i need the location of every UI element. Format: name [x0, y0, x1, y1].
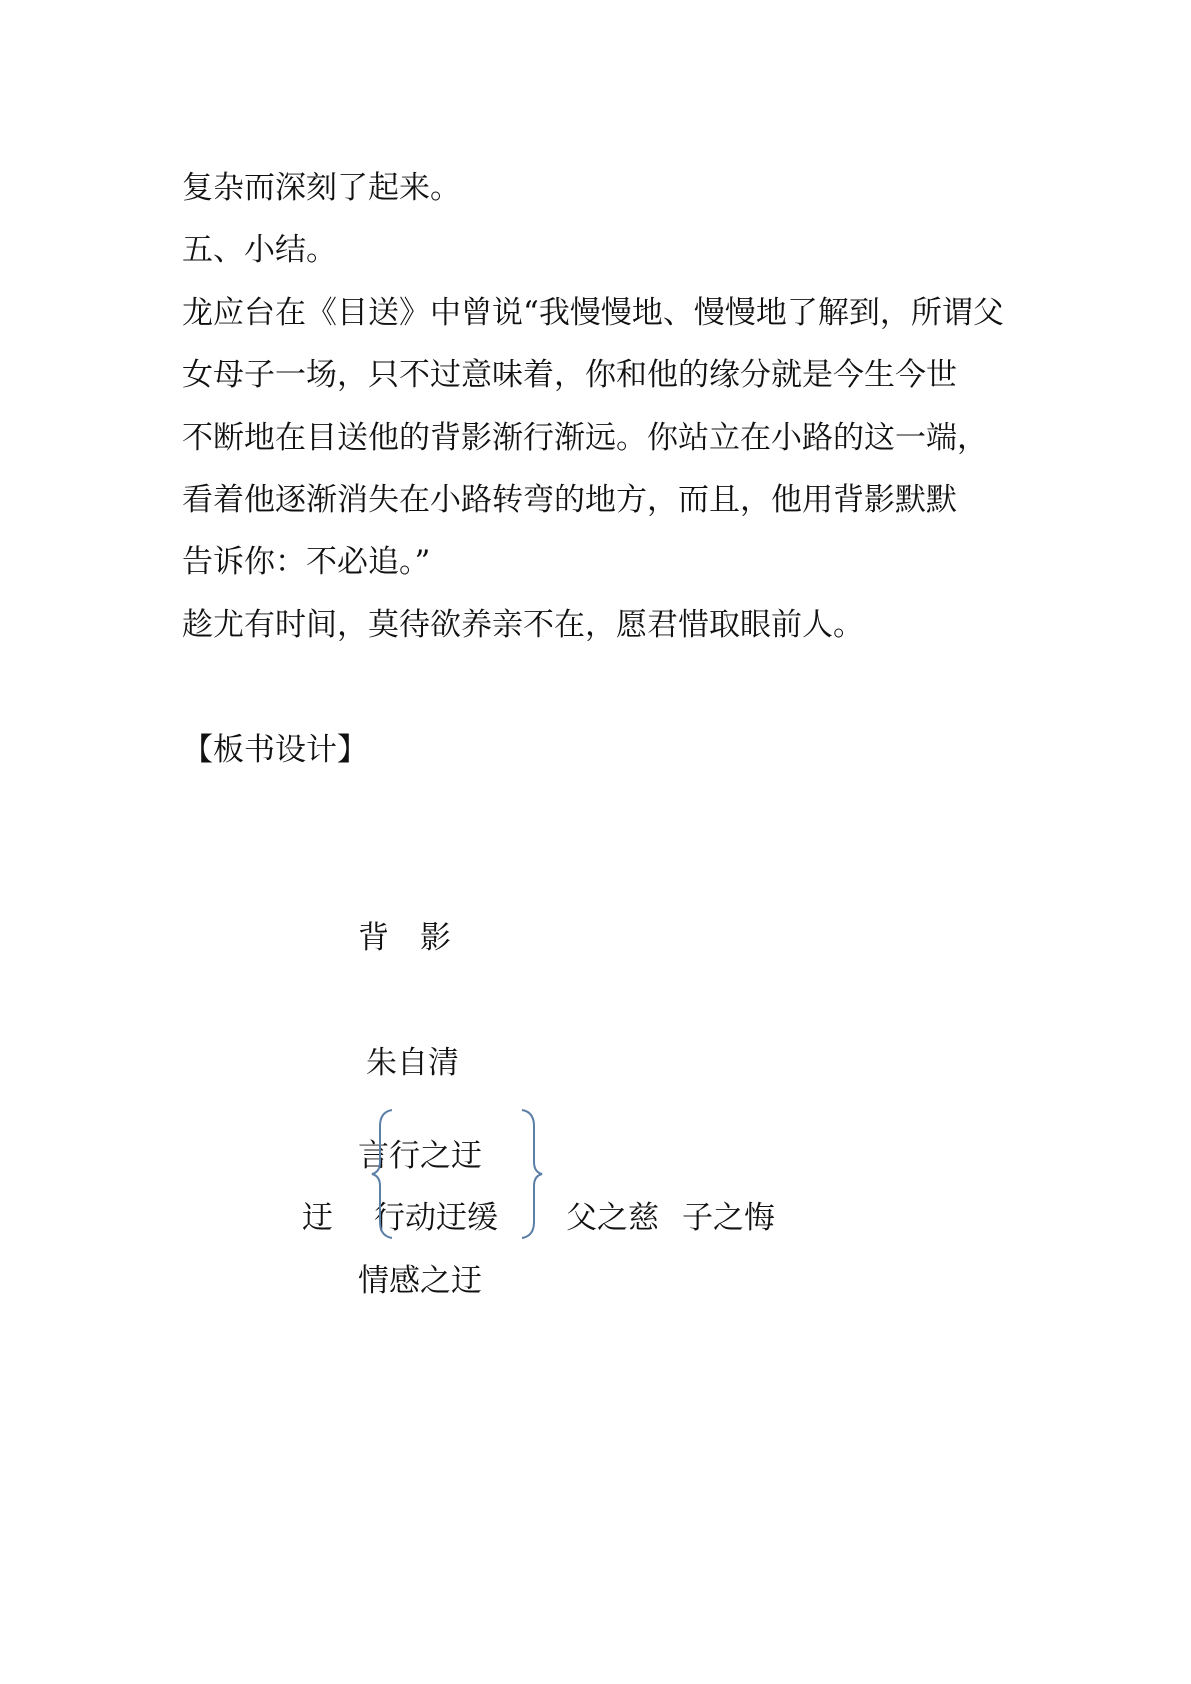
paragraph-line: 女母子一场，只不过意味着，你和他的缘分就是今生今世 [182, 357, 957, 393]
right-brace-icon [522, 1110, 542, 1238]
board-author: 朱自清 [366, 1045, 459, 1081]
board-left-char: 迂 [302, 1200, 333, 1236]
section-heading: 五、小结。 [182, 232, 337, 268]
board-heading: 【板书设计】 [182, 732, 368, 768]
left-brace-icon [372, 1110, 392, 1238]
board-item-3: 情感之迂 [358, 1263, 482, 1299]
paragraph-line: 复杂而深刻了起来。 [182, 170, 461, 206]
paragraph-line: 趁尤有时间，莫待欲养亲不在，愿君惜取眼前人。 [182, 607, 864, 643]
paragraph-line: 不断地在目送他的背影渐行渐远。你站立在小路的这一端， [182, 420, 988, 456]
board-item-1: 言行之迂 [358, 1138, 482, 1174]
board-title: 背 影 [358, 920, 451, 956]
paragraph-line: 看着他逐渐消失在小路转弯的地方，而且，他用背影默默 [182, 482, 957, 518]
board-result-1: 父之慈 [566, 1200, 659, 1236]
board-result-2: 子之悔 [682, 1200, 775, 1236]
paragraph-line: 龙应台在《目送》中曾说“我慢慢地、慢慢地了解到，所谓父 [182, 295, 1004, 331]
board-braces [370, 1110, 550, 1240]
board-item-2: 行动迂缓 [374, 1200, 498, 1236]
paragraph-line: 告诉你：不必追。” [182, 544, 431, 580]
